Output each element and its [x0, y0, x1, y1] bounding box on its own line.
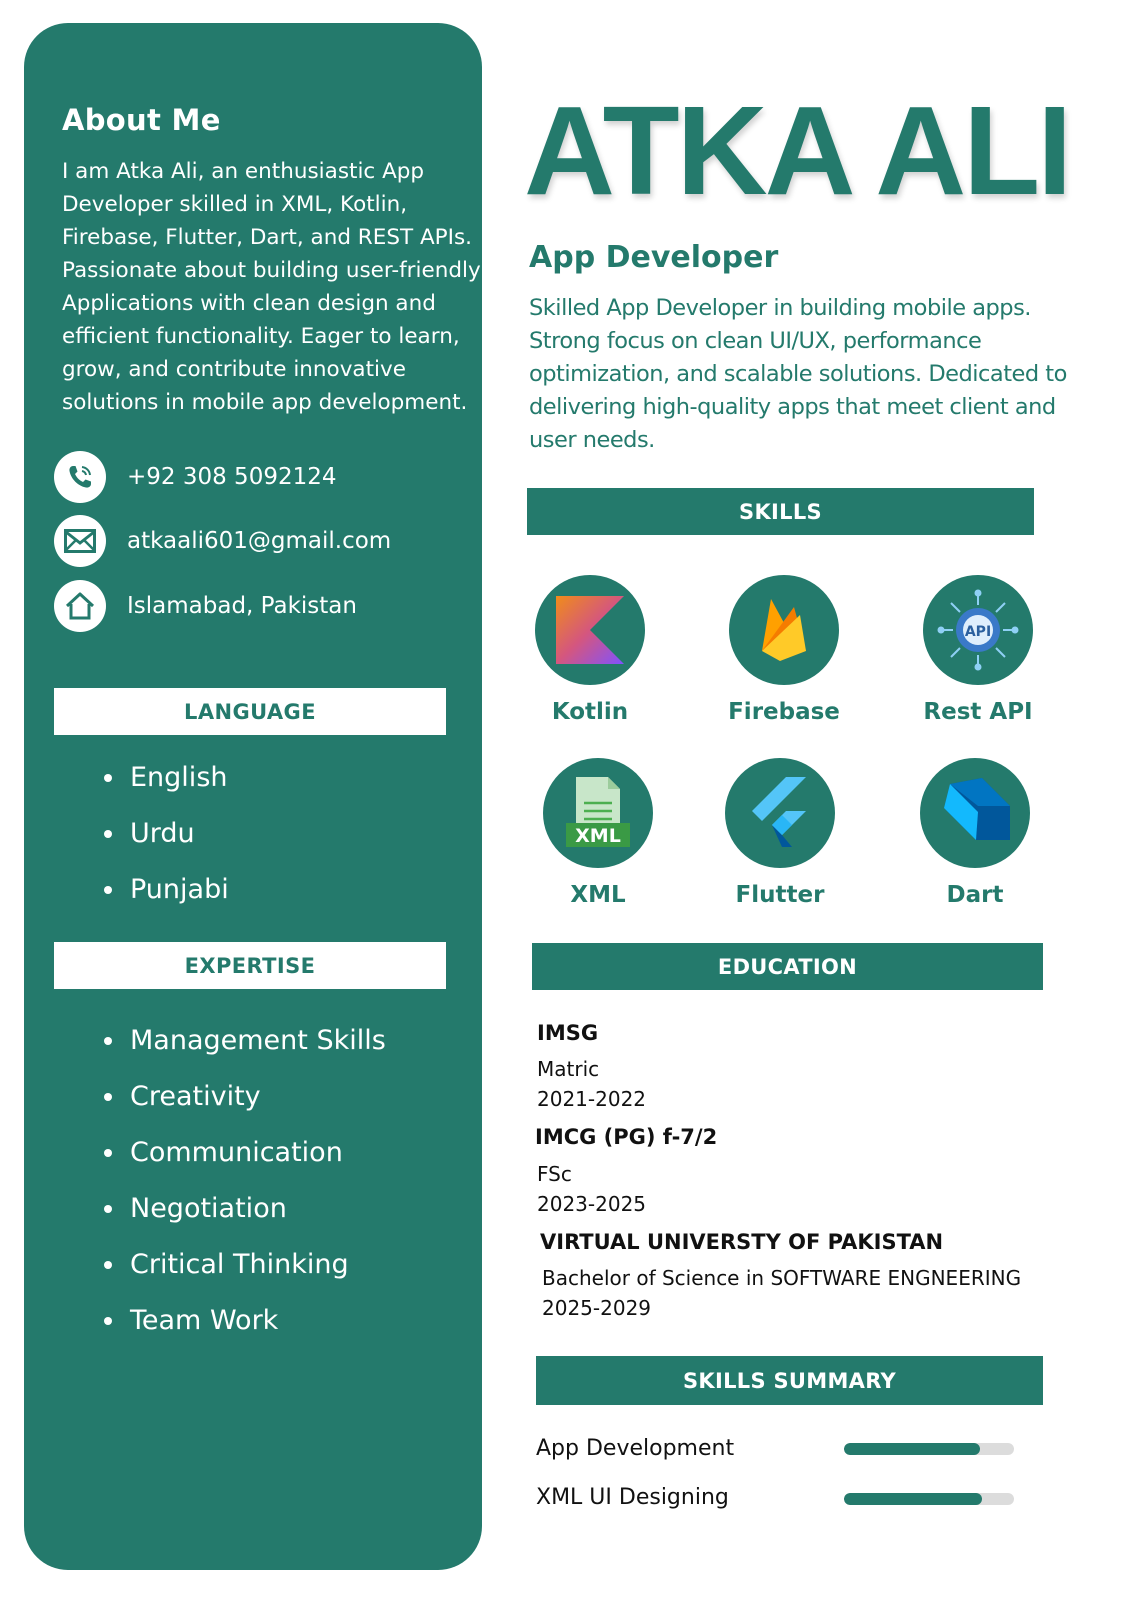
skill-summary-label: XML UI Designing [536, 1485, 729, 1510]
expertise-item: Critical Thinking [104, 1243, 386, 1299]
phone-text[interactable]: +92 308 5092124 [127, 464, 337, 490]
language-item: Urdu [104, 812, 229, 868]
skill-kotlin [500, 575, 680, 725]
skill-progress-fill [844, 1443, 980, 1455]
education-years: 2025-2029 [542, 1296, 652, 1320]
skill-label: Firebase [728, 699, 840, 725]
skill-label: Dart [946, 882, 1004, 908]
education-degree: Matric [537, 1057, 600, 1081]
phone-icon [54, 451, 106, 503]
skill-summary-label: App Development [536, 1436, 735, 1461]
xml-icon-text: XML [575, 825, 621, 847]
expertise-item: Management Skills [104, 1019, 386, 1075]
email-text[interactable]: atkaali601@gmail.com [127, 528, 392, 554]
expertise-item: Team Work [104, 1299, 386, 1355]
education-degree: Bachelor of Science in SOFTWARE ENGNEERING [542, 1266, 1022, 1290]
candidate-name: ATKA ALI [524, 80, 1070, 221]
skill-label: Kotlin [551, 699, 629, 725]
expertise-header: EXPERTISE [54, 942, 446, 989]
education-header: EDUCATION [532, 943, 1043, 990]
dart-logo [920, 758, 1030, 868]
kotlin-logo [535, 575, 645, 685]
expertise-item: Negotiation [104, 1187, 386, 1243]
contact-email [54, 515, 391, 567]
language-header: LANGUAGE [54, 688, 446, 735]
skill-rest-api [888, 575, 1068, 725]
skill-progress-bar [844, 1493, 1014, 1505]
contact-location [54, 580, 357, 632]
about-title: About Me [62, 103, 221, 137]
education-years: 2021-2022 [537, 1087, 647, 1111]
skills-summary-header: SKILLS SUMMARY [536, 1356, 1043, 1405]
skill-progress-fill [844, 1493, 982, 1505]
job-title: App Developer [529, 240, 779, 275]
skill-xml [508, 758, 688, 908]
xml-file-icon [543, 758, 653, 868]
skills-header: SKILLS [527, 488, 1034, 535]
education-school: IMSG [537, 1021, 599, 1045]
skill-label: Rest API [923, 699, 1033, 725]
skill-label: Flutter [735, 882, 825, 908]
skill-label: XML [570, 882, 626, 908]
home-icon [54, 580, 106, 632]
about-text: I am Atka Ali, an enthusiastic App Developer skilled in XML, Kotlin, Firebase, Flutter, Dart, and REST APIs. Passionate about building user-friendly Applications with clean design and efficient functionality. Eager to learn, grow, and contribute innovative solutions in mobile app development. [62, 159, 481, 415]
education-school: VIRTUAL UNIVERSTY OF PAKISTAN [540, 1230, 944, 1254]
expertise-item: Creativity [104, 1075, 386, 1131]
contact-phone [54, 451, 337, 503]
skill-flutter [690, 758, 870, 908]
language-item: Punjabi [104, 868, 229, 924]
location-text: Islamabad, Pakistan [127, 593, 357, 619]
sidebar [24, 23, 482, 1570]
firebase-logo [729, 575, 839, 685]
api-icon-text: API [964, 624, 992, 640]
skill-dart [885, 758, 1065, 908]
expertise-list [104, 1019, 386, 1355]
profile-summary: Skilled App Developer in building mobile apps. Strong focus on clean UI/UX, performance optimization, and scalable solutions. Dedicated to delivering high-quality apps that meet client and user needs. [529, 295, 1067, 453]
education-school: IMCG (PG) f-7/2 [535, 1125, 718, 1149]
api-gear-icon [923, 575, 1033, 685]
email-icon [54, 515, 106, 567]
flutter-logo [725, 758, 835, 868]
skill-firebase [694, 575, 874, 725]
expertise-item: Communication [104, 1131, 386, 1187]
language-list [104, 756, 229, 924]
education-years: 2023-2025 [537, 1192, 647, 1216]
language-item: English [104, 756, 229, 812]
education-degree: FSc [537, 1162, 572, 1186]
skill-progress-bar [844, 1443, 1014, 1455]
